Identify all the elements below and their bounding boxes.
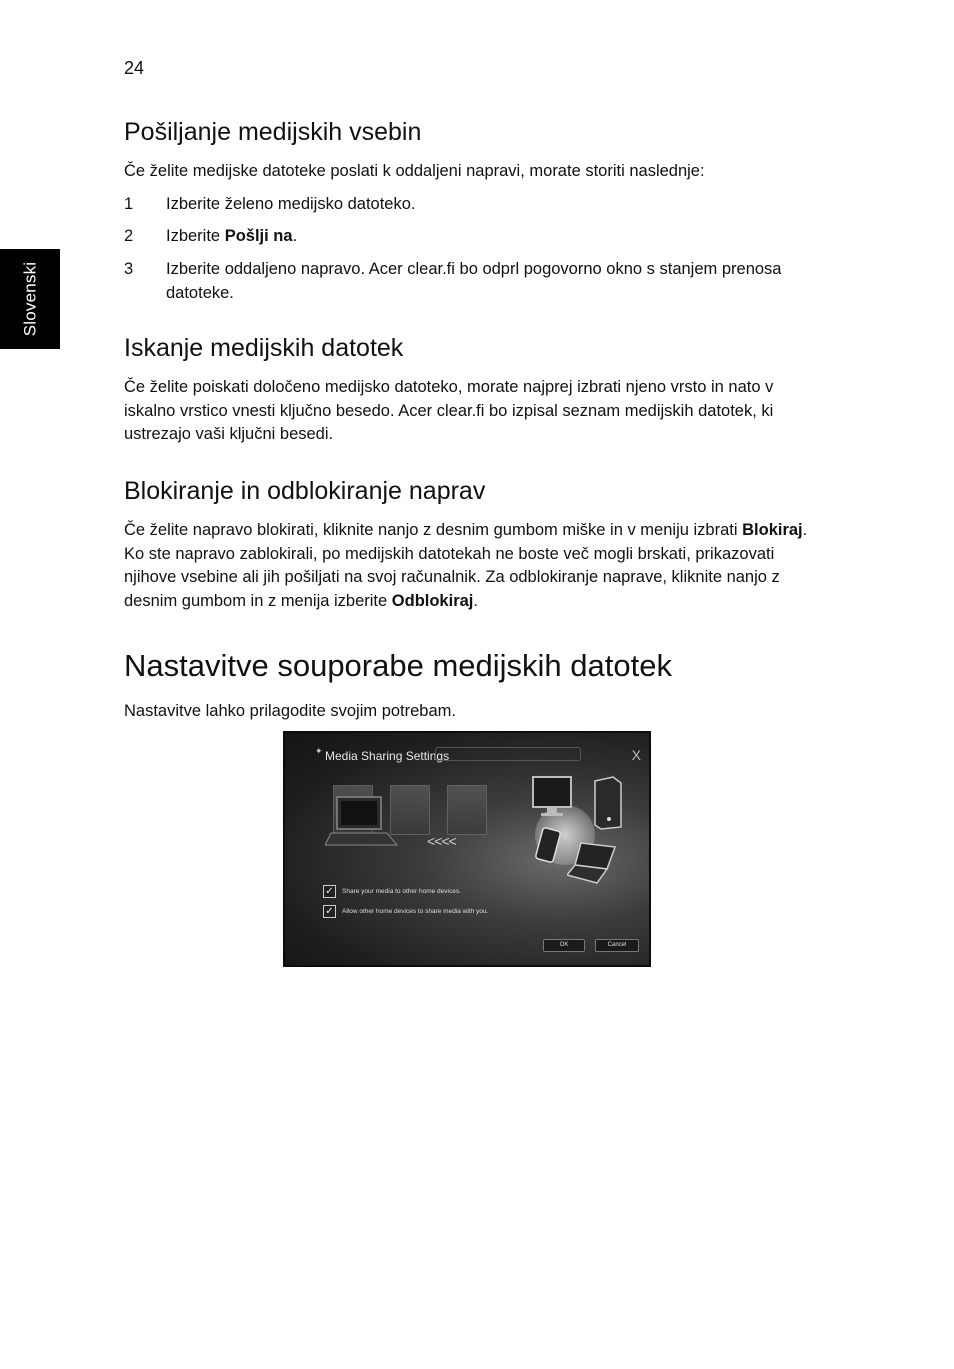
send-media-intro: Če želite medijske datoteke poslati k oddaljeni napravi, morate storiti naslednje: [124,162,705,180]
laptop-icon [325,793,405,853]
media-sharing-settings-screenshot [283,731,651,967]
mobile-device-icon [533,825,565,867]
share-media-label: Share your media to other home devices. [342,888,461,895]
media-thumbnail [447,785,487,835]
share-media-checkbox[interactable]: ✓ [323,885,336,898]
step-text: Izberite želeno medijsko datoteko. [166,195,416,213]
step-number: 2 [124,227,134,245]
side-tab-label: Slovenski [20,261,39,337]
heading-block-devices: Blokiranje in odblokiranje naprav [124,477,486,505]
step-text: Izberite Pošlji na. [166,227,298,245]
step-number: 1 [124,195,134,213]
send-to-term: Pošlji na [224,227,293,245]
allow-sharing-checkbox[interactable]: ✓ [323,905,336,918]
allow-sharing-checkbox-row[interactable] [323,905,488,918]
heading-search-media: Iskanje medijskih datotek [124,334,404,362]
step-number: 3 [124,260,134,278]
step-text: Izberite oddaljeno napravo. Acer clear.fi bo odprl pogovorno okno s stanjem prenosa datoteke. [166,260,782,302]
dialog-title: Media Sharing Settings [325,749,450,763]
desktop-tower-icon [591,773,625,833]
page-number: 24 [124,58,145,78]
monitor-icon [529,773,579,821]
block-term: Blokiraj [742,521,803,539]
ok-button[interactable]: OK [543,939,585,952]
allow-sharing-label: Allow other home devices to share media with you. [342,908,489,915]
close-icon[interactable]: X [631,747,641,763]
transfer-arrows-icon: <<<< [427,833,456,849]
language-side-tab [0,249,60,349]
heading-send-media: Pošiljanje medijskih vsebin [124,118,422,146]
settings-intro: Nastavitve lahko prilagodite svojim potrebam. [124,702,456,720]
sparkle-icon: ✦ [315,746,323,756]
notebook-icon [567,839,623,887]
search-media-body: Če želite poiskati določeno medijsko datoteko, morate najprej izbrati njeno vrsto in nato v iskalno vrstico vnesti ključno besedo. Acer clear.fi bo izpisal seznam medijskih datotek, ki ustrezajo vaši ključni besedi. [124,378,774,443]
unblock-term: Odblokiraj [391,591,474,610]
share-media-checkbox-row[interactable] [323,885,461,898]
title-bar-decoration [435,747,581,761]
block-devices-body: Če želite napravo blokirati, kliknite nanjo z desnim gumbom miške in v meniju izbrati Blokiraj. Ko ste napravo zablokirali, po medijskih datotekah ne boste več mogli brskati, prikazovati njihove vsebine ali jih pošiljati na svoj računalnik. Za odblokiranje naprave, kliknite nanjo z desnim gumbom in z menija izberite Odblokiraj. [124,521,808,610]
heading-media-sharing-settings: Nastavitve souporabe medijskih datotek [124,648,672,683]
cancel-button[interactable]: Cancel [595,939,639,952]
